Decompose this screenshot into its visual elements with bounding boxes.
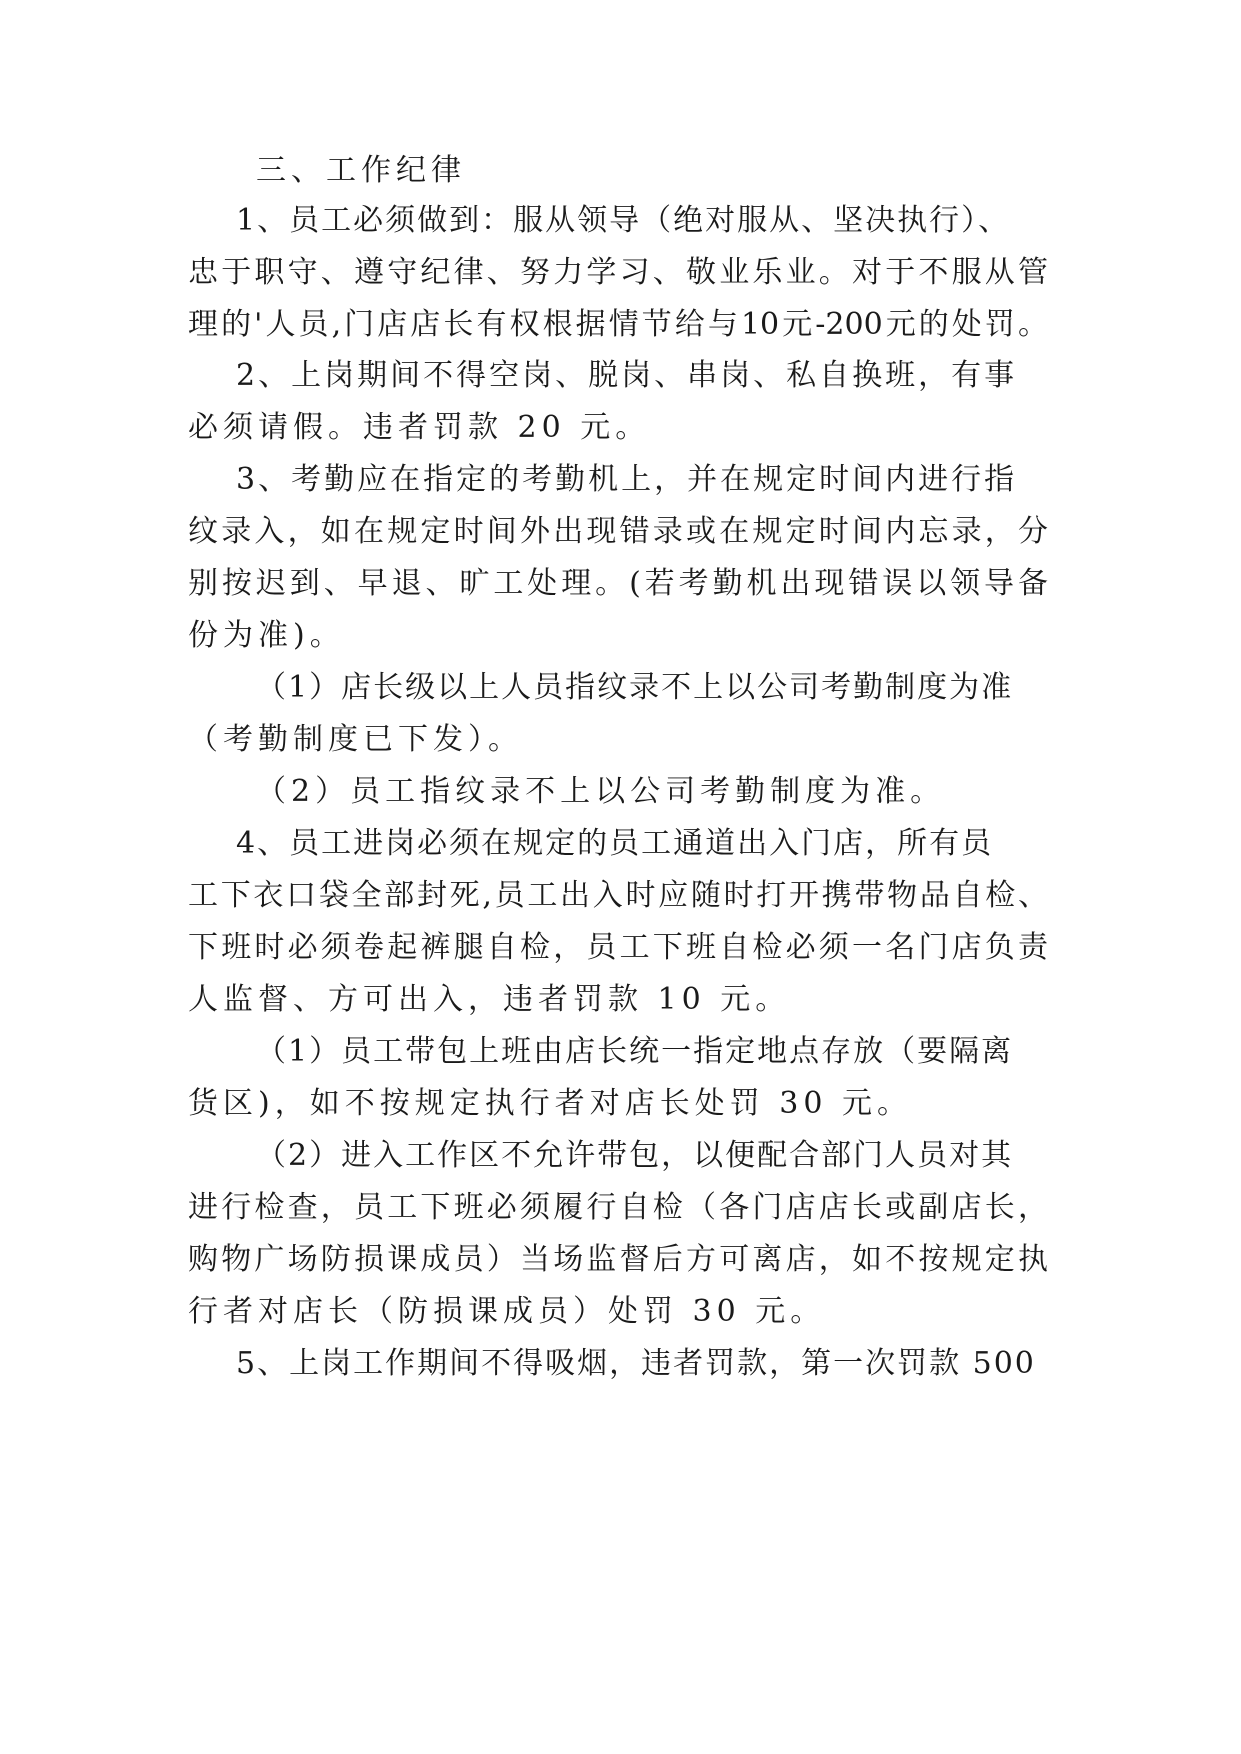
paragraph-3-line-2: 纹录入，如在规定时间外出现错录或在规定时间内忘录，分	[188, 514, 1048, 549]
paragraph-3-line-4: 份为准)。	[188, 618, 345, 653]
paragraph-4-line-2: 工下衣口袋全部封死,员工出入时应随时打开携带物品自检、	[188, 878, 1048, 913]
sub-item-3-1-line-1: （1）店长级以上人员指纹录不上以公司考勤制度为准	[256, 670, 1014, 705]
sub-item-4-2-line-4: 行者对店长（防损课成员）处罚 30 元。	[188, 1294, 826, 1329]
section-heading: 三、工作纪律	[256, 153, 466, 188]
paragraph-3-line-3: 别按迟到、早退、旷工处理。(若考勤机出现错误以领导备	[188, 566, 1048, 601]
sub-item-4-1-line-1: （1）员工带包上班由店长统一指定地点存放（要隔离	[256, 1034, 1014, 1069]
paragraph-5-line-1: 5、上岗工作期间不得吸烟，违者罚款，第一次罚款 500	[236, 1346, 1036, 1381]
paragraph-4-line-3: 下班时必须卷起裤腿自检，员工下班自检必须一名门店负责	[188, 930, 1048, 965]
sub-item-3-1-line-2: （考勤制度已下发）。	[188, 722, 523, 757]
paragraph-1-line-2: 忠于职守、遵守纪律、努力学习、敬业乐业。对于不服从管	[188, 255, 1048, 290]
paragraph-2-line-2: 必须请假。违者罚款 20 元。	[188, 410, 651, 445]
sub-item-4-2-line-3: 购物广场防损课成员）当场监督后方可离店，如不按规定执	[188, 1242, 1048, 1277]
paragraph-3-line-1: 3、考勤应在指定的考勤机上，并在规定时间内进行指	[236, 462, 1018, 497]
paragraph-4-line-1: 4、员工进岗必须在规定的员工通道出入门店，所有员	[236, 826, 994, 861]
sub-item-4-1-line-2: 货区)，如不按规定执行者对店长处罚 30 元。	[188, 1086, 912, 1121]
sub-item-3-2: （2）员工指纹录不上以公司考勤制度为准。	[256, 774, 946, 809]
paragraph-2-line-1: 2、上岗期间不得空岗、脱岗、串岗、私自换班，有事	[236, 358, 1018, 393]
sub-item-4-2-line-2: 进行检查，员工下班必须履行自检（各门店店长或副店长，	[188, 1190, 1048, 1225]
paragraph-1-line-3: 理的'人员,门店店长有权根据情节给与10元-200元的处罚。	[188, 307, 1048, 342]
paragraph-4-line-4: 人监督、方可出入，违者罚款 10 元。	[188, 982, 791, 1017]
paragraph-1-line-1: 1、员工必须做到：服从领导（绝对服从、坚决执行）、	[236, 203, 1011, 238]
sub-item-4-2-line-1: （2）进入工作区不允许带包，以便配合部门人员对其	[256, 1138, 1014, 1173]
